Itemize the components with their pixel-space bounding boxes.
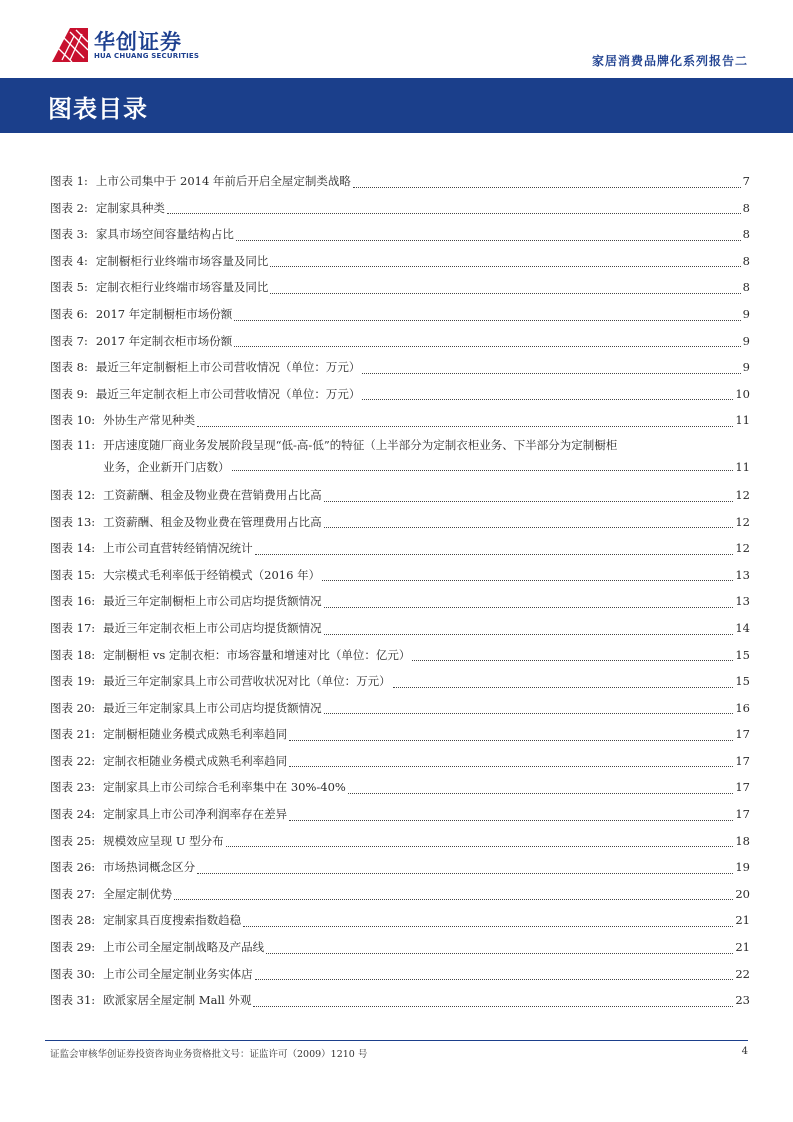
- toc-entry-label: 图表 21:: [50, 727, 96, 742]
- toc-entry-label: 图表 20:: [50, 700, 96, 715]
- toc-entry-page: 17: [735, 780, 750, 795]
- toc-entry-title: 最近三年定制衣柜上市公司店均提货额情况: [103, 620, 322, 635]
- toc-entry-page: 7: [742, 174, 750, 188]
- toc-entry-page: 8: [742, 200, 750, 215]
- toc-entry-page: 15: [735, 647, 750, 662]
- toc-entry-title: 家具市场空间容量结构占比: [95, 227, 234, 242]
- toc-entry-label: 图表 11:: [50, 437, 96, 452]
- toc-entry-label: 图表 28:: [50, 913, 96, 928]
- toc-entry-page: 16: [735, 700, 750, 715]
- toc-entry-title: 上市公司直营转经销情况统计: [103, 541, 253, 556]
- logo-mark-icon: [50, 24, 90, 64]
- toc-entry-label: 图表 2:: [50, 200, 88, 215]
- toc-dot-leader: [197, 400, 733, 427]
- toc-entry-title: 定制衣柜随业务模式成熟毛利率趋同: [103, 753, 288, 768]
- toc-entry-title: 定制橱柜 vs 定制衣柜：市场容量和增速对比（单位：亿元）: [103, 647, 411, 662]
- toc-entry-title: 规模效应呈现 U 型分布: [103, 833, 224, 848]
- toc-entry-label: 图表 6:: [50, 306, 88, 321]
- toc-entry-title: 定制家具种类: [95, 200, 165, 215]
- toc-dot-leader: [270, 241, 740, 268]
- toc-dot-leader: [232, 449, 734, 471]
- toc-entry-title: 定制家具上市公司综合毛利率集中在 30%-40%: [103, 780, 346, 795]
- toc-dot-leader: [266, 927, 733, 954]
- toc-entry-label: 图表 4:: [50, 253, 88, 268]
- report-series-title: 家居消费品牌化系列报告二: [591, 54, 748, 68]
- toc-entry-title: 上市公司全屋定制业务实体店: [103, 966, 253, 981]
- toc-entry-title: 上市公司集中于 2014 年前后开启全屋定制类战略: [95, 174, 351, 188]
- toc-dot-leader: [362, 347, 740, 374]
- toc-entry-title: 定制衣柜行业终端市场容量及同比: [95, 280, 269, 295]
- toc-entry-page: 17: [735, 807, 750, 822]
- toc-entry-page: 11: [735, 459, 750, 474]
- toc-entry-title: 外协生产常见种类: [103, 413, 196, 428]
- toc-dot-leader: [236, 214, 741, 241]
- page-number: 4: [741, 1046, 748, 1057]
- toc-entry-page: 17: [735, 727, 750, 742]
- company-logo: [50, 24, 210, 66]
- toc-entry-page: 9: [742, 360, 750, 375]
- toc-entry-title-continued: 业务，企业新开门店数）: [103, 459, 230, 474]
- toc-dot-leader: [324, 608, 734, 635]
- toc-dot-leader: [393, 661, 734, 688]
- toc-dot-leader: [324, 581, 734, 608]
- toc-entry-page: 13: [735, 567, 750, 582]
- toc-entry-page: 17: [735, 753, 750, 768]
- toc-entry-title: 定制家具上市公司净利润率存在差异: [103, 807, 288, 822]
- toc-entry-page: 8: [742, 280, 750, 295]
- toc-entry-page: 8: [742, 253, 750, 268]
- toc-dot-leader: [253, 980, 733, 1007]
- toc-entry-page: 8: [742, 227, 750, 242]
- toc-entry-page: 22: [735, 966, 750, 981]
- toc-dot-leader: [362, 374, 733, 401]
- toc-entry-label: 图表 15:: [50, 567, 96, 582]
- toc-dot-leader: [270, 267, 740, 294]
- toc-entry-label: 图表 1:: [50, 174, 88, 188]
- table-of-figures: [50, 168, 750, 1014]
- section-banner: [0, 78, 793, 133]
- toc-entry-page: 9: [742, 333, 750, 348]
- toc-dot-leader: [322, 555, 733, 582]
- toc-entry-page: 20: [735, 886, 750, 901]
- toc-dot-leader: [255, 954, 734, 981]
- toc-entry-page: 23: [735, 993, 750, 1008]
- toc-entry-title: 工资薪酬、租金及物业费在营销费用占比高: [103, 487, 322, 502]
- toc-entry-label: 图表 5:: [50, 280, 88, 295]
- toc-entry-title: 欧派家居全屋定制 Mall 外观: [103, 993, 252, 1008]
- toc-entry-label: 图表 19:: [50, 674, 96, 689]
- toc-entry-page: 12: [735, 541, 750, 556]
- toc-entry-page: 15: [735, 674, 750, 689]
- toc-entry-page: 10: [735, 386, 750, 401]
- toc-entry-label: 图表 24:: [50, 807, 96, 822]
- toc-dot-leader: [412, 635, 733, 662]
- toc-entry-label: 图表 9:: [50, 386, 88, 401]
- logo-company-en: HUA CHUANG SECURITIES: [94, 52, 200, 60]
- toc-dot-leader: [167, 188, 741, 215]
- toc-entry-label: 图表 16:: [50, 594, 96, 609]
- toc-dot-leader: [324, 502, 734, 529]
- footer-divider: [45, 1040, 748, 1041]
- toc-entry-title: 最近三年定制橱柜上市公司店均提货额情况: [103, 594, 322, 609]
- toc-entry[interactable]: [50, 987, 750, 1014]
- toc-entry-title: 2017 年定制衣柜市场份额: [95, 333, 233, 348]
- toc-dot-leader: [226, 821, 734, 848]
- toc-entry-label: 图表 30:: [50, 966, 96, 981]
- toc-dot-leader: [348, 767, 734, 794]
- toc-entry-page: 13: [735, 594, 750, 609]
- toc-entry-title: 全屋定制优势: [103, 886, 173, 901]
- toc-entry-label: 图表 23:: [50, 780, 96, 795]
- toc-entry-label: 图表 17:: [50, 620, 96, 635]
- toc-entry-page: 12: [735, 487, 750, 502]
- toc-entry-label: 图表 7:: [50, 333, 88, 348]
- toc-entry-title: 最近三年定制家具上市公司营收状况对比（单位：万元）: [103, 674, 391, 689]
- toc-entry-label: 图表 26:: [50, 860, 96, 875]
- toc-dot-leader: [289, 714, 733, 741]
- toc-entry-page: 19: [735, 860, 750, 875]
- toc-entry-label: 图表 14:: [50, 541, 96, 556]
- toc-dot-leader: [243, 900, 733, 927]
- toc-entry-label: 图表 18:: [50, 647, 96, 662]
- toc-dot-leader: [289, 794, 733, 821]
- toc-entry-page: 21: [735, 940, 750, 955]
- toc-entry-title: 最近三年定制家具上市公司店均提货额情况: [103, 700, 322, 715]
- toc-dot-leader: [289, 741, 733, 768]
- toc-entry-page: 9: [742, 306, 750, 321]
- toc-entry-label: 图表 10:: [50, 413, 96, 428]
- toc-entry-title: 工资薪酬、租金及物业费在管理费用占比高: [103, 514, 322, 529]
- toc-entry-title: 市场热词概念区分: [103, 860, 196, 875]
- toc-entry-page: 18: [735, 833, 750, 848]
- toc-dot-leader: [234, 294, 740, 321]
- toc-entry-title: 开店速度随厂商业务发展阶段呈现“低-高-低”的特征（上半部分为定制衣柜业务、下半部分为定制橱柜: [103, 437, 618, 452]
- toc-dot-leader: [324, 688, 734, 715]
- toc-entry-title: 定制家具百度搜索指数趋稳: [103, 913, 242, 928]
- toc-dot-leader: [353, 161, 741, 188]
- toc-entry-page: 21: [735, 913, 750, 928]
- footer-disclaimer: 证监会审核华创证券投资咨询业务资格批文号：证监许可（2009）1210 号: [50, 1049, 368, 1060]
- toc-entry-label: 图表 22:: [50, 753, 96, 768]
- toc-entry-label: 图表 29:: [50, 940, 96, 955]
- toc-entry-title: 定制橱柜随业务模式成熟毛利率趋同: [103, 727, 288, 742]
- toc-entry[interactable]: [50, 407, 750, 434]
- toc-entry-label: 图表 27:: [50, 886, 96, 901]
- toc-entry-page: 11: [735, 413, 750, 428]
- toc-entry-page: 14: [735, 620, 750, 635]
- banner-title: 图表目录: [48, 95, 148, 123]
- toc-entry-label: 图表 12:: [50, 487, 96, 502]
- toc-entry-page: 12: [735, 514, 750, 529]
- toc-dot-leader: [197, 847, 733, 874]
- toc-entry-title: 大宗模式毛利率低于经销模式（2016 年）: [103, 567, 321, 582]
- toc-dot-leader: [174, 874, 733, 901]
- toc-entry-label: 图表 13:: [50, 514, 96, 529]
- toc-dot-leader: [234, 321, 740, 348]
- logo-company-cn: 华创证券: [94, 30, 182, 54]
- toc-entry-title: 最近三年定制橱柜上市公司营收情况（单位：万元）: [95, 360, 361, 375]
- toc-entry-title: 定制橱柜行业终端市场容量及同比: [95, 253, 269, 268]
- toc-dot-leader: [324, 475, 734, 502]
- toc-entry-title: 上市公司全屋定制战略及产品线: [103, 940, 265, 955]
- toc-entry-label: 图表 3:: [50, 227, 88, 242]
- toc-entry-label: 图表 25:: [50, 833, 96, 848]
- toc-entry-label: 图表 31:: [50, 993, 96, 1008]
- toc-entry-title: 2017 年定制橱柜市场份额: [95, 306, 233, 321]
- toc-dot-leader: [255, 528, 734, 555]
- toc-entry-title: 最近三年定制衣柜上市公司营收情况（单位：万元）: [95, 386, 361, 401]
- toc-entry-label: 图表 8:: [50, 360, 88, 375]
